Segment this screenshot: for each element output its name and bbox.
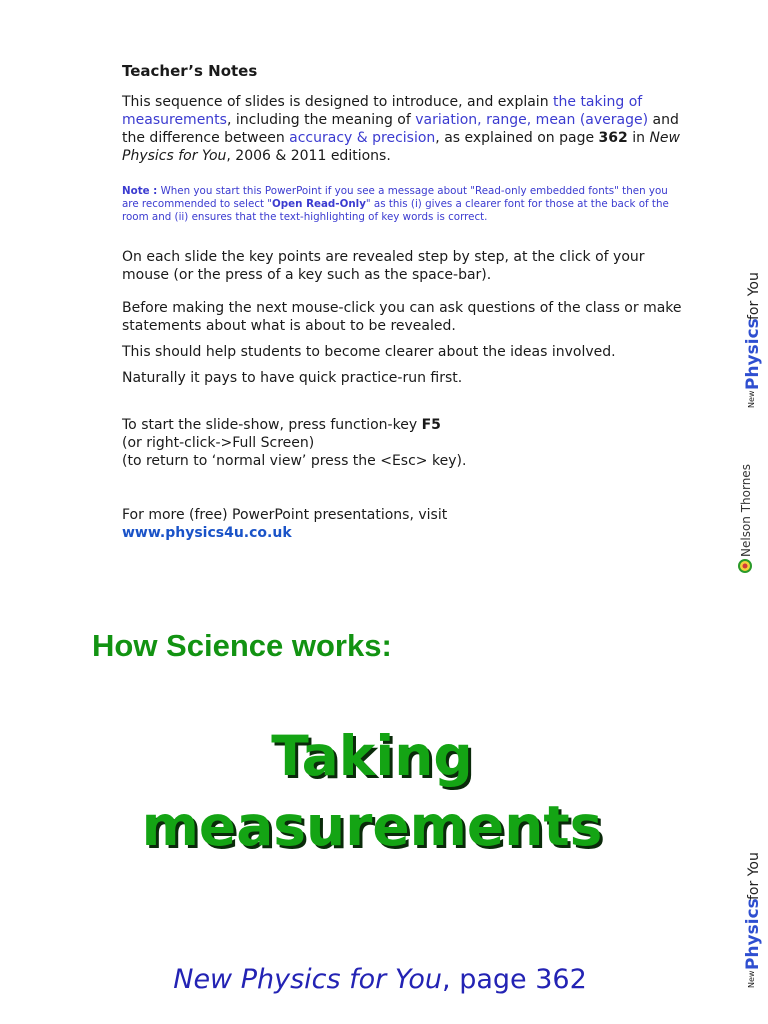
intro-text: , including the meaning of (226, 112, 416, 128)
physics-logo-top (730, 270, 764, 410)
intro-text: , as explained on page (435, 130, 599, 146)
publisher-emblem-center-icon (743, 564, 748, 569)
more-text: For more (free) PowerPoint presentations, visit (122, 507, 448, 523)
logo-publisher: Nelson Thornes (739, 464, 753, 557)
read-only-note (122, 185, 682, 224)
slide-footer (0, 964, 760, 995)
logo-physics: Physics (743, 898, 763, 970)
note-text: When you start this PowerPoint if you see a message about "Read-only embedded fonts" then you are recommended to select " (122, 185, 668, 210)
physics-logo-bottom (730, 850, 764, 990)
start-line: (or right-click->Full Screen) (122, 435, 315, 451)
book-title: New Physics for You (122, 130, 680, 164)
intro-text: and the difference between (122, 112, 679, 146)
practice-paragraph: Naturally it pays to have quick practice-run first. (122, 370, 463, 386)
intro-text: , 2006 & 2011 editions. (226, 148, 391, 164)
f5-key: F5 (421, 417, 441, 433)
more-presentations (122, 506, 682, 542)
intro-paragraph (122, 93, 682, 165)
note-label: Note : (122, 185, 158, 197)
slide-title-line-2: measurements (141, 794, 603, 858)
start-line: (to return to ‘normal view’ press the <Esc> key). (122, 453, 467, 469)
highlight-accuracy: accuracy & precision (289, 130, 436, 146)
start-line: To start the slide-show, press function-key (122, 417, 422, 433)
before-paragraph: Before making the next mouse-click you can ask questions of the class or make statements about what is about to be revealed. (122, 300, 682, 334)
highlight-measurements: the taking of measurements (122, 94, 643, 128)
note-option: Open Read-Only (272, 198, 366, 210)
footer-book-title: New Physics for You (173, 964, 443, 995)
logo-new: New (747, 970, 756, 988)
note-text: " as this (i) gives a clearer font for those at the back of the room and (ii) ensures that the text-highlighting of key words is correct. (122, 198, 669, 223)
logo-new: New (747, 390, 756, 408)
notes-heading: Teacher’s Notes (122, 62, 258, 80)
logo-for-you: for You (746, 852, 762, 900)
website-link[interactable]: www.physics4u.co.uk (122, 525, 292, 541)
start-instructions (122, 416, 682, 470)
help-paragraph: This should help students to become clearer about the ideas involved. (122, 344, 616, 360)
slide-title-line-1: Taking (271, 724, 473, 788)
intro-text: in (627, 130, 650, 146)
reveal-paragraph: On each slide the key points are revealed step by step, at the click of your mouse (or the press of a key such as the space-bar). (122, 249, 645, 283)
nelson-thornes-logo (728, 455, 762, 575)
logo-for-you: for You (746, 272, 762, 320)
teachers-notes (122, 62, 682, 542)
logo-physics: Physics (743, 318, 763, 390)
footer-page: , page 362 (442, 964, 587, 995)
intro-text: This sequence of slides is designed to introduce, and explain (122, 94, 554, 110)
highlight-variation: variation, range, mean (average) (415, 112, 649, 128)
section-heading: How Science works: (92, 628, 392, 663)
page-number: 362 (598, 130, 628, 146)
